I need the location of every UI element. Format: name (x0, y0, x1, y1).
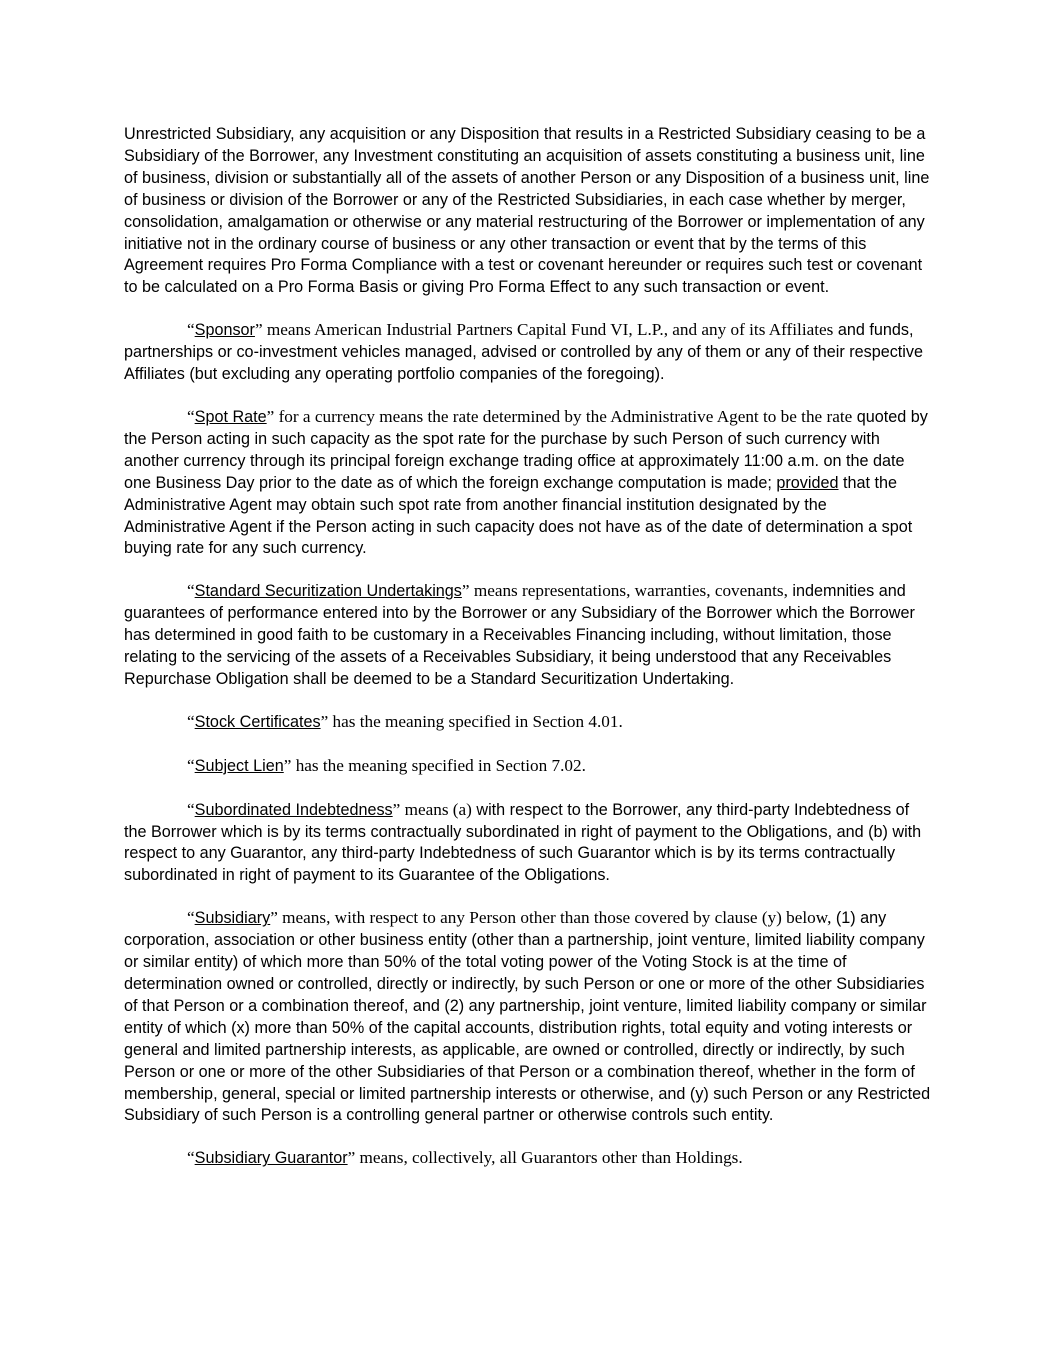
close-quote: ” (392, 799, 401, 819)
definition-lead: has the meaning specified in Section 7.02. (291, 755, 586, 775)
defined-term-subsidiary-guarantor: Subsidiary Guarantor (194, 1149, 348, 1168)
open-quote: “ (187, 406, 195, 426)
definition-sponsor (124, 319, 932, 386)
definition-body: quoted by the Person acting in such capacity as the spot rate for the purchase by such Person of such currency with another currency through its principal foreign exchange trading office at approximately 11:00 a.m. on the date one Business Day prior to the date as of which the foreign exchange computation is made; (124, 407, 928, 492)
definition-body: with respect to the Borrower, any third-party Indebtedness of the Borrower which is by its terms contractually subordinated in right of payment to the Obligations, and (b) with respect to any Guarantor, any third-party Indebtedness of such Guarantor which is by its terms contractually subordinated in right of payment to its Guarantee of the Obligations. (124, 800, 922, 885)
definition-subordinated-indebtedness (124, 799, 932, 888)
definition-subsidiary (124, 907, 932, 1127)
definition-lead: means (a) (400, 799, 472, 819)
definition-subsidiary-guarantor (124, 1147, 932, 1170)
defined-term-standard-securitization-undertakings: Standard Securitization Undertakings (194, 582, 462, 601)
definition-body: indemnities and guarantees of performance entered into by the Borrower or any Subsidiary of the Borrower which the Borrower has determined in good faith to be customary in a Receivables Financing including, without limitation, those relating to the servicing of the assets of a Receivables Subsidiary, it being understood that any Receivables Repurchase Obligation shall be deemed to be a Standard Securitization Undertaking. (124, 582, 915, 688)
definition-body: (1) any corporation, association or other business entity (other than a partnership, joint venture, limited liability company or similar entity) of which more than 50% of the total voting power of the Voting Stock is at the time of determination owned or controlled, directly or indirectly, by such Person or one or more of the other Subsidiaries of that Person or a combination thereof, and (2) any partnership, joint venture, limited liability company or similar entity of which (x) more than 50% of the capital accounts, distribution rights, total equity and voting interests or general and limited partnership interests, as applicable, are owned or controlled, directly or indirectly, by such Person or one or more of the other Subsidiaries of that Person or a combination thereof, whether in the form of membership, general, special or limited partnership interests or otherwise, and (y) such Person or any Restricted Subsidiary of such Person is a controlling general partner or otherwise controls such entity. (124, 909, 931, 1125)
close-quote: ” (347, 1148, 356, 1168)
open-quote: “ (187, 908, 195, 928)
close-quote: ” (270, 908, 278, 928)
close-quote: ” (266, 406, 275, 426)
defined-term-subsidiary: Subsidiary (194, 909, 271, 928)
definition-lead: means American Industrial Partners Capital Fund VI, L.P., and any of its Affiliates (262, 320, 834, 340)
defined-term-subject-lien: Subject Lien (194, 756, 284, 775)
open-quote: “ (187, 711, 195, 731)
definition-lead: for a currency means the rate determined by the Administrative Agent to be the rate (274, 406, 853, 426)
close-quote: ” (254, 320, 263, 340)
defined-term-stock-certificates: Stock Certificates (194, 712, 321, 731)
open-quote: “ (187, 755, 195, 775)
definition-spot-rate (124, 406, 932, 560)
definition-subject-lien (124, 755, 932, 778)
definition-lead: means, collectively, all Guarantors other than Holdings. (355, 1148, 743, 1168)
defined-term-spot-rate: Spot Rate (194, 407, 267, 426)
open-quote: “ (187, 799, 195, 819)
definition-standard-securitization-undertakings (124, 580, 932, 691)
definition-stock-certificates (124, 711, 932, 734)
close-quote: ” (320, 711, 329, 731)
open-quote: “ (187, 320, 195, 340)
definition-lead: means, with respect to any Person other than those covered by clause (y) below, (277, 908, 832, 928)
document-page (124, 124, 932, 1190)
defined-term-sponsor: Sponsor (194, 321, 255, 340)
continuation-paragraph: Unrestricted Subsidiary, any acquisition or any Disposition that results in a Restricted Subsidiary ceasing to be a Subsidiary of the Borrower, any Investment constituting an acquisition of assets constituting a business unit, line of business, division or substantially all of the assets of another Person or any Disposition of a business unit, line of business or division of the Borrower or any of the Restricted Subsidiaries, in each case whether by merger, consolidation, amalgamation or otherwise or any material restructuring of the Borrower or implementation of any initiative not in the ordinary course of business or any other transaction or event that by the terms of this Agreement requires Pro Forma Compliance with a test or covenant hereunder or requires such test or covenant to be calculated on a Pro Forma Basis or giving Pro Forma Effect to any such transaction or event. (124, 125, 930, 297)
definition-body: and funds, partnerships or co-investment vehicles managed, advised or controlled by any of them or any of their respective Affiliates (but excluding any operating portfolio companies of the foregoing). (124, 321, 923, 384)
definition-body-continued: that the Administrative Agent may obtain such spot rate from another financial institution designated by the Administrative Agent if the Person acting in such capacity does not have as of the date of determination a spot buying rate for any such currency. (124, 473, 913, 558)
open-quote: “ (187, 581, 195, 601)
close-quote: ” (283, 755, 292, 775)
definition-lead: means representations, warranties, covenants, (469, 581, 788, 601)
close-quote: ” (461, 581, 470, 601)
open-quote: “ (187, 1148, 195, 1168)
defined-term-subordinated-indebtedness: Subordinated Indebtedness (194, 800, 393, 819)
provided-underlined: provided (776, 473, 839, 492)
definition-lead: has the meaning specified in Section 4.01. (328, 711, 623, 731)
